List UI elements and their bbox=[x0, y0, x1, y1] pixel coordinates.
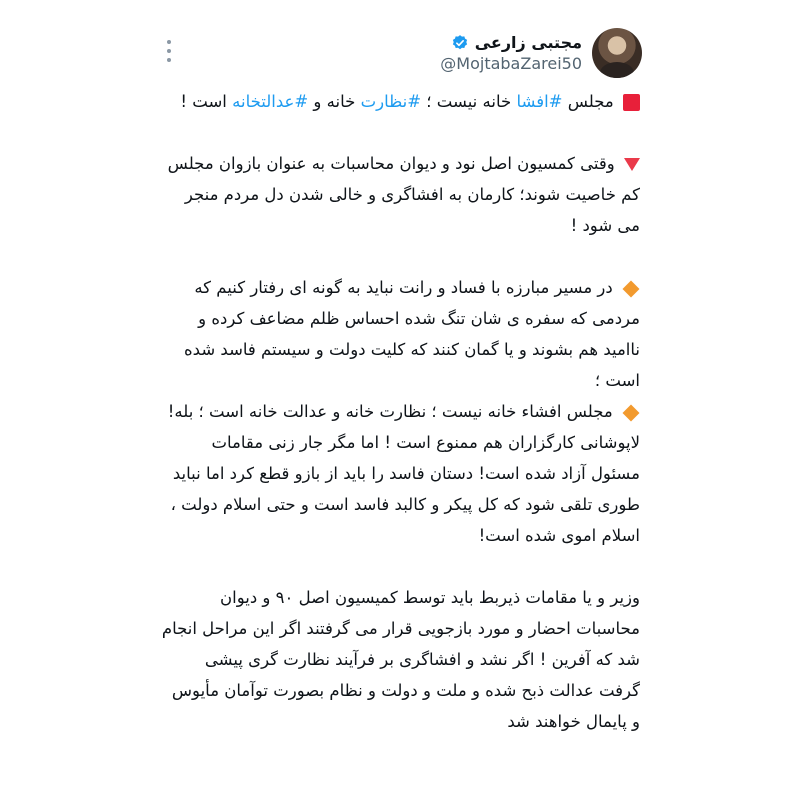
orange-diamond-icon bbox=[623, 280, 640, 297]
tweet-header bbox=[440, 28, 642, 78]
tweet-paragraph-5 bbox=[160, 582, 640, 737]
verified-badge-icon bbox=[451, 34, 469, 52]
text-segment: وزیر و یا مقامات ذیربط باید توسط کمیسیون اصل ۹۰ و دیوان محاسبات احضار و مورد بازجویی قرار می گرفتند اگر این مراحل انجام شد که آفرین ! اگر نشد و افشاگری بر فرآیند نظارت گری پیشی گرفت عدالت ذبح شده و ملت و دولت و نظام بصورت توآمان مأیوس و پایمال خواهند شد bbox=[161, 588, 640, 731]
display-name[interactable]: مجتبی زارعی bbox=[474, 33, 582, 52]
red-triangle-icon bbox=[624, 158, 640, 171]
text-segment: خانه و bbox=[313, 92, 356, 111]
more-options-icon[interactable] bbox=[166, 40, 172, 62]
text-segment: مجلس افشاء خانه نیست ؛ نظارت خانه و عدالت خانه است ؛ بله! لاپوشانی کارگزاران هم ممنوع است ! اما مگر جار زنی مقامات مسئول آزاد شده است! دستان فاسد را باید از بازو قطع کرد اما نباید طوری تلقی شود که کل پیکر و کالبد فاسد است و حتی اسلام دولت ، اسلام اموی شده است! bbox=[167, 402, 640, 545]
paragraph-gap bbox=[160, 551, 640, 582]
red-square-icon bbox=[623, 94, 640, 111]
tweet-paragraph-1 bbox=[160, 86, 640, 117]
hashtag-link[interactable]: #نظارت bbox=[360, 92, 422, 111]
text-segment: وقتی کمسیون اصل نود و دیوان محاسبات به عنوان بازوان مجلس کم خاصیت شوند؛ کارمان به افشاگری و خالی شدن دل مردم منجر می شود ! bbox=[167, 154, 640, 235]
paragraph-gap bbox=[160, 117, 640, 148]
text-segment: خانه نیست ؛ bbox=[426, 92, 512, 111]
paragraph-gap bbox=[160, 241, 640, 272]
orange-diamond-icon bbox=[623, 404, 640, 421]
name-row bbox=[451, 33, 582, 52]
avatar[interactable] bbox=[592, 28, 642, 78]
text-segment: است ! bbox=[180, 92, 227, 111]
tweet-paragraph-3 bbox=[160, 272, 640, 396]
hashtag-link[interactable]: #افشا bbox=[516, 92, 563, 111]
tweet-paragraph-2 bbox=[160, 148, 640, 241]
hashtag-link[interactable]: #عدالتخانه bbox=[232, 92, 309, 111]
text-segment: مجلس bbox=[567, 92, 614, 111]
text-segment: در مسیر مبارزه با فساد و رانت نباید به گونه ای رفتار کنیم که مردمی که سفره ی شان تنگ شده احساس ظلم مضاعف کرده و ناامید هم بشوند و یا گمان کنند که کلیت دولت و سیستم فاسد شده است ؛ bbox=[184, 278, 640, 390]
author-names bbox=[440, 33, 582, 73]
user-handle[interactable]: @MojtabaZarei50 bbox=[440, 54, 582, 73]
tweet-body bbox=[160, 86, 640, 737]
tweet-paragraph-4 bbox=[160, 396, 640, 551]
